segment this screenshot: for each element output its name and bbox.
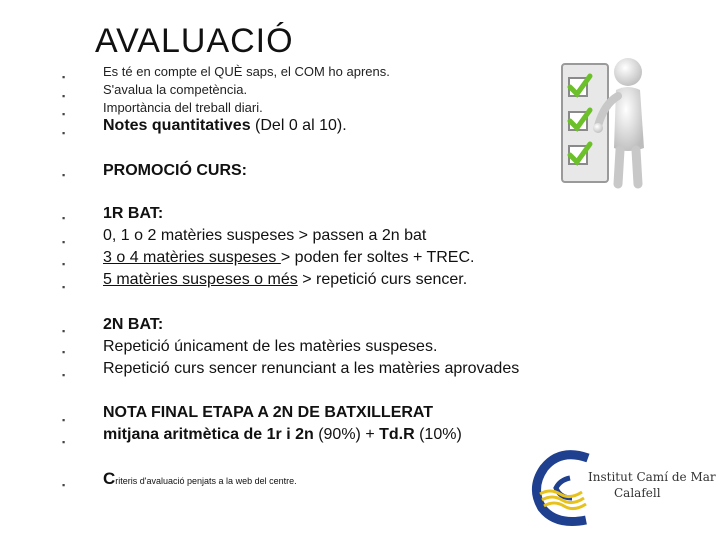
bullet: ▪ (62, 347, 66, 357)
text-underlined: 5 matèries suspeses o més (103, 271, 298, 288)
text-line: Importància del treball diari. (103, 100, 263, 115)
text-span: (Del 0 al 10). (250, 117, 347, 134)
text-line (103, 117, 347, 135)
text-span: > repetició curs sencer. (297, 271, 468, 288)
text-underlined: 3 o 4 matèries suspeses (103, 249, 281, 266)
bullet: ▪ (62, 91, 66, 101)
text-span: (90%) + (313, 426, 380, 443)
bullet: ▪ (62, 282, 66, 292)
text-span: (10%) (414, 426, 462, 443)
bullet: ▪ (62, 437, 66, 447)
logo-name: Institut Camí de Mar (588, 470, 716, 484)
text-span: > poden fer soltes + TREC. (280, 249, 475, 266)
page-title: AVALUACIÓ (95, 22, 294, 60)
checklist-figure-icon (548, 52, 648, 192)
text-line (103, 426, 462, 444)
text-line: Repetició únicament de les matèries suspeses. (103, 338, 438, 355)
institut-logo (530, 448, 716, 528)
section-heading: NOTA FINAL ETAPA A 2N DE BATXILLERAT (103, 404, 434, 421)
text-line: Repetició curs sencer renunciant a les matèries aprovades (103, 360, 520, 377)
bullet: ▪ (62, 370, 66, 380)
text-initial: C (103, 469, 116, 488)
bullet: ▪ (62, 259, 66, 269)
bullet: ▪ (62, 326, 66, 336)
bullet: ▪ (62, 72, 66, 82)
section-heading: 1R BAT: (103, 205, 164, 222)
logo-town: Calafell (614, 486, 661, 500)
section-heading: 2N BAT: (103, 316, 164, 333)
text-line: 0, 1 o 2 matèries suspeses > passen a 2n bat (103, 227, 427, 244)
bullet: ▪ (62, 170, 66, 180)
text-line (103, 469, 297, 489)
text-line (103, 249, 474, 267)
institut-logo-icon (530, 448, 600, 528)
text-line (103, 271, 467, 289)
text-strong: Notes quantitatives (103, 117, 251, 134)
bullet: ▪ (62, 237, 66, 247)
bullet: ▪ (62, 213, 66, 223)
bullet: ▪ (62, 480, 66, 490)
bullet: ▪ (62, 109, 66, 119)
text-strong: Td.R (379, 426, 415, 443)
text-small: riteris d'avaluació penjats a la web del centre. (115, 476, 297, 486)
text-strong: mitjana aritmètica de 1r i 2n (103, 426, 314, 443)
bullet: ▪ (62, 128, 66, 138)
bullet: ▪ (62, 415, 66, 425)
section-heading: PROMOCIÓ CURS: (103, 162, 247, 179)
text-line: S'avalua la competència. (103, 82, 248, 97)
text-line: Es té en compte el QUÈ saps, el COM ho aprens. (103, 64, 390, 79)
